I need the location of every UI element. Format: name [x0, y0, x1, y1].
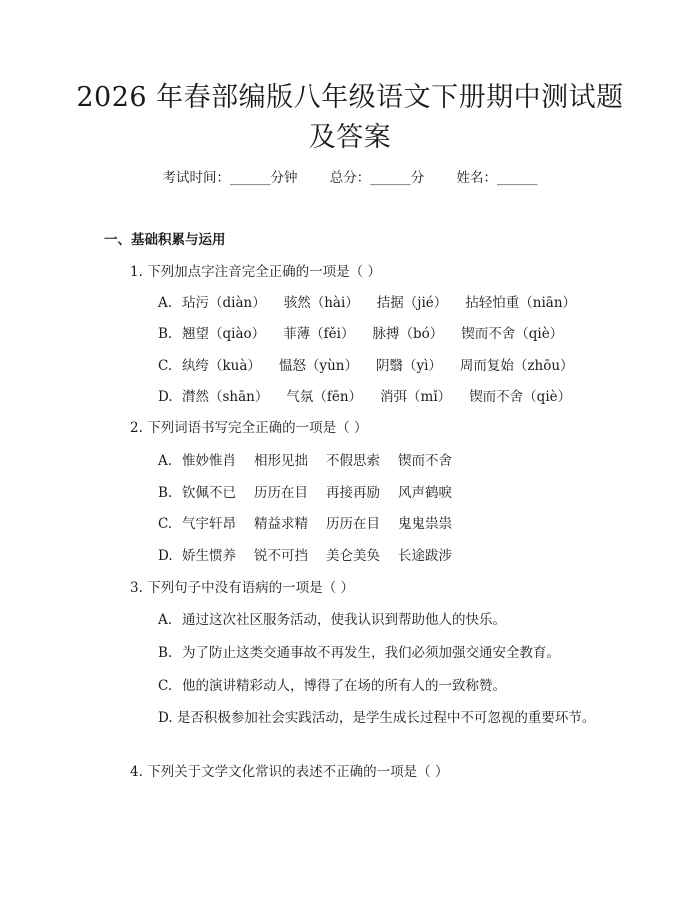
option-item: 脉搏（bó） [372, 326, 444, 342]
option-label: B. [158, 326, 173, 342]
option-item: 阴翳（yì） [375, 358, 442, 374]
option-item: 历历在目 [326, 516, 380, 532]
question-text: 下列句子中没有语病的一项是（ ） [147, 580, 354, 596]
option-item: 气宇轩昂 [182, 516, 236, 532]
option-item: 锲而不舍（qiè） [469, 389, 572, 405]
option-label: B. [158, 645, 173, 661]
option-label: D. [158, 710, 173, 726]
option-item: 相形见拙 [254, 453, 308, 469]
question-text: 下列词语书写完全正确的一项是（ ） [147, 420, 368, 436]
option-label: B. [158, 485, 173, 501]
q3-option-c [158, 676, 506, 696]
q3-option-a [158, 610, 506, 630]
q1-option-b [158, 324, 581, 344]
question-number: 4. [130, 764, 143, 780]
option-item: 精益求精 [254, 516, 308, 532]
exam-time-field: 考试时间：______分钟 [162, 170, 298, 186]
section-heading: 一、基础积累与运用 [104, 232, 226, 248]
option-item: 纨绔（kuà） [182, 358, 261, 374]
option-label: C. [158, 678, 173, 694]
option-label: C. [158, 516, 173, 532]
option-item: 菲薄（fěi） [283, 326, 355, 342]
document-title [0, 78, 700, 158]
option-label: C. [158, 358, 173, 374]
question-2 [130, 418, 367, 438]
question-3 [130, 578, 354, 598]
option-item: 拮据（jié） [376, 295, 448, 311]
question-number: 3. [130, 580, 143, 596]
option-item: 风声鹤唳 [398, 485, 452, 501]
option-text: 他的演讲精彩动人，博得了在场的所有人的一致称赞。 [182, 678, 506, 694]
option-label: D. [158, 548, 173, 564]
question-1 [130, 262, 381, 282]
option-item: 锲而不舍 [398, 453, 452, 469]
question-4 [130, 762, 448, 782]
q2-option-d [158, 546, 470, 566]
q1-option-a [158, 293, 594, 313]
option-item: 长途跋涉 [398, 548, 452, 564]
option-item: 消弭（mǐ） [380, 389, 452, 405]
option-text: 通过这次社区服务活动，使我认识到帮助他人的快乐。 [182, 612, 506, 628]
option-item: 玷污（diàn） [182, 295, 266, 311]
q1-option-d [158, 387, 589, 407]
option-item: 钦佩不已 [182, 485, 236, 501]
question-text: 下列关于文学文化常识的表述不正确的一项是（ ） [147, 764, 449, 780]
option-label: D. [158, 389, 173, 405]
option-item: 骇然（hài） [283, 295, 359, 311]
q3-option-d [104, 708, 604, 728]
option-label: A. [158, 295, 173, 311]
option-label: A. [158, 612, 173, 628]
q2-option-c [158, 514, 470, 534]
option-item: 翘望（qiào） [182, 326, 266, 342]
option-item: 潸然（shān） [182, 389, 269, 405]
option-item: 娇生惯养 [182, 548, 236, 564]
option-item: 锲而不舍（qiè） [461, 326, 564, 342]
option-item: 不假思索 [326, 453, 380, 469]
option-item: 愠怒（yùn） [278, 358, 358, 374]
option-item: 惟妙惟肖 [182, 453, 236, 469]
option-item: 周而复始（zhōu） [459, 358, 574, 374]
q2-option-a [158, 451, 470, 471]
title-line-1: 2026 年春部编版八年级语文下册期中测试题 [76, 82, 624, 113]
total-score-field: 总分：______分 [329, 170, 425, 186]
option-label: A. [158, 453, 173, 469]
question-text: 下列加点字注音完全正确的一项是（ ） [147, 264, 381, 280]
q1-option-c [158, 356, 592, 376]
option-item: 历历在目 [254, 485, 308, 501]
question-number: 1. [130, 264, 143, 280]
title-line-2: 及答案 [308, 122, 392, 153]
option-item: 美仑美奂 [326, 548, 380, 564]
option-item: 再接再励 [326, 485, 380, 501]
q2-option-b [158, 483, 470, 503]
option-text: 是否积极参加社会实践活动，是学生成长过程中不可忽视的重要环节。 [176, 710, 596, 726]
option-item: 鬼鬼祟祟 [398, 516, 452, 532]
question-number: 2. [130, 420, 143, 436]
student-name-field: 姓名：______ [456, 170, 538, 186]
option-item: 锐不可挡 [254, 548, 308, 564]
option-item: 拈轻怕重（niān） [465, 295, 577, 311]
exam-meta [0, 168, 700, 188]
option-text: 为了防止这类交通事故不再发生，我们必须加强交通安全教育。 [182, 645, 560, 661]
option-item: 气氛（fēn） [286, 389, 363, 405]
q3-option-b [158, 643, 560, 663]
